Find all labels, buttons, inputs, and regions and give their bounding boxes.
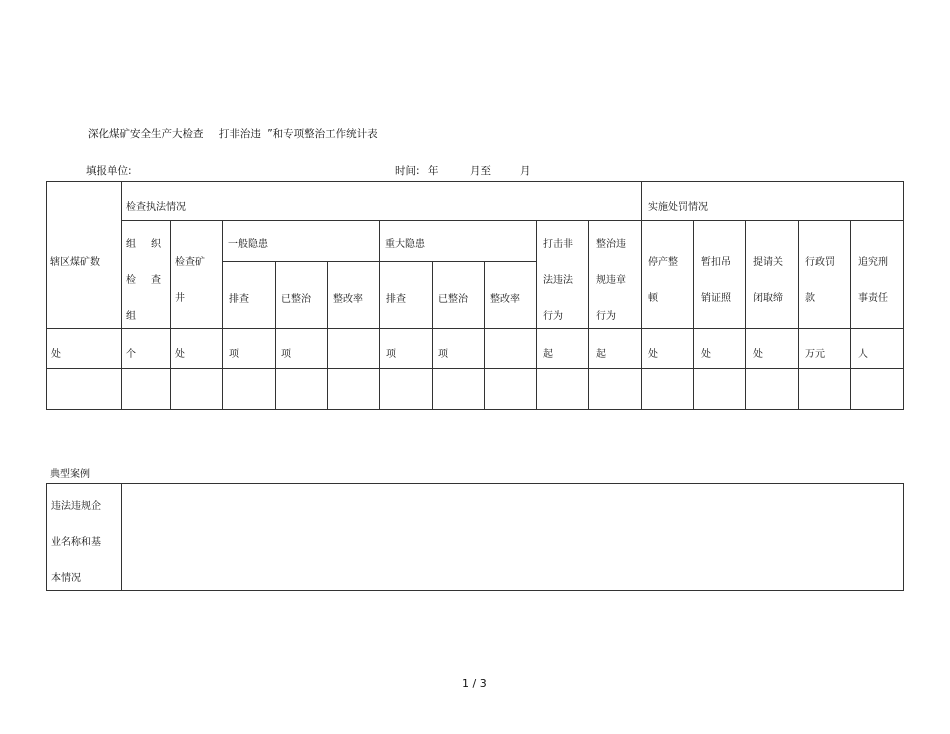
time-label: 时间:	[395, 165, 420, 177]
header-general-hazard: 一般隐患	[228, 239, 268, 250]
unit-cell-8: 项	[438, 349, 448, 360]
header-org-char-3: 检	[126, 275, 136, 286]
header-fine-line-1: 行政罚	[805, 257, 835, 268]
unit-cell-13: 处	[701, 349, 711, 360]
unit-cell-1: 处	[51, 349, 61, 360]
header-major-check: 排查	[386, 294, 406, 305]
header-criminal-line-1: 追究刑	[858, 257, 888, 268]
unit-cell-2: 个	[126, 349, 136, 360]
document-title	[88, 126, 378, 141]
header-inspect-mine-line-2: 井	[175, 293, 185, 304]
header-major-hazard: 重大隐患	[385, 239, 425, 250]
table-col-3	[222, 220, 223, 410]
header-illegal-2-line-1: 整治违	[596, 239, 626, 250]
unit-cell-16: 人	[858, 349, 868, 360]
header-inspect-mine-line-1: 检查矿	[175, 257, 205, 268]
table-col-5	[327, 261, 328, 410]
table-col-7	[432, 261, 433, 410]
header-penalty-group: 实施处罚情况	[648, 202, 708, 213]
table-col-14	[798, 220, 799, 410]
header-suspend-line-1: 停产整	[648, 257, 678, 268]
table-rule-header-bottom	[46, 328, 904, 329]
cases-border-bottom	[46, 590, 904, 591]
table-col-11	[641, 181, 642, 410]
table-border-bottom	[46, 409, 904, 410]
unit-cell-14: 处	[753, 349, 763, 360]
header-org-char-4: 查	[151, 275, 161, 286]
cases-row-label-line-1: 违法违规企	[51, 501, 101, 512]
header-general-check: 排查	[229, 294, 249, 305]
cases-border-right	[903, 483, 904, 591]
unit-cell-3: 处	[175, 349, 185, 360]
header-major-rectified: 已整治	[438, 294, 468, 305]
table-border-left	[46, 181, 47, 410]
title-part-2: 打非治违	[218, 128, 261, 140]
time-year: 年	[428, 165, 439, 177]
header-general-rectified: 已整治	[281, 294, 311, 305]
table-rule-units-bottom	[46, 368, 904, 369]
cases-row-label-line-2: 业名称和基	[51, 537, 101, 548]
header-close-line-2: 闭取缔	[753, 293, 783, 304]
time-month-to: 月至	[470, 165, 491, 177]
time-month: 月	[520, 165, 531, 177]
table-col-1	[121, 181, 122, 410]
header-illegal-2-line-2: 规违章	[596, 275, 626, 286]
header-org-char-5: 组	[126, 311, 136, 322]
cases-content-cell[interactable]	[126, 502, 896, 582]
table-col-8	[484, 261, 485, 410]
header-illegal-1-line-2: 法违法	[543, 275, 573, 286]
header-org-char-2: 织	[151, 239, 161, 250]
table-col-2	[170, 220, 171, 410]
header-inspection-group: 检查执法情况	[126, 202, 186, 213]
table-rule-group	[121, 220, 904, 221]
header-illegal-2-line-3: 行为	[596, 311, 616, 322]
fill-unit-label: 填报单位:	[86, 165, 132, 177]
header-fine-line-2: 款	[805, 293, 815, 304]
table-col-6	[379, 220, 380, 410]
table-border-right	[903, 181, 904, 410]
cases-section-label: 典型案例	[50, 469, 90, 480]
header-suspend-line-2: 顿	[648, 293, 658, 304]
header-mine-count: 辖区煤矿数	[50, 257, 100, 268]
table-col-9	[536, 220, 537, 410]
unit-cell-5: 项	[281, 349, 291, 360]
table-col-15	[850, 220, 851, 410]
table-border-top	[46, 181, 904, 182]
unit-cell-7: 项	[386, 349, 396, 360]
header-org-char-1: 组	[126, 239, 136, 250]
title-part-3: ”和专项整治工作统计表	[267, 128, 378, 140]
cases-col-divider	[121, 483, 122, 591]
table-col-13	[745, 220, 746, 410]
header-close-line-1: 提请关	[753, 257, 783, 268]
header-illegal-1-line-3: 行为	[543, 311, 563, 322]
header-license-line-2: 销证照	[701, 293, 731, 304]
header-license-line-1: 暂扣吊	[701, 257, 731, 268]
page-number: 1 / 3	[462, 677, 487, 690]
unit-cell-12: 处	[648, 349, 658, 360]
unit-cell-11: 起	[596, 349, 606, 360]
header-illegal-1-line-1: 打击非	[543, 239, 573, 250]
table-col-12	[693, 220, 694, 410]
unit-cell-4: 项	[229, 349, 239, 360]
table-col-10	[588, 220, 589, 410]
unit-cell-10: 起	[543, 349, 553, 360]
title-part-1: 深化煤矿安全生产大检查	[88, 128, 204, 140]
cases-border-top	[46, 483, 904, 484]
header-general-rate: 整改率	[333, 294, 363, 305]
header-criminal-line-2: 事责任	[858, 293, 888, 304]
header-major-rate: 整改率	[490, 294, 520, 305]
unit-cell-15: 万元	[805, 349, 825, 360]
cases-border-left	[46, 483, 47, 591]
cases-row-label-line-3: 本情况	[51, 573, 81, 584]
table-col-4	[275, 261, 276, 410]
